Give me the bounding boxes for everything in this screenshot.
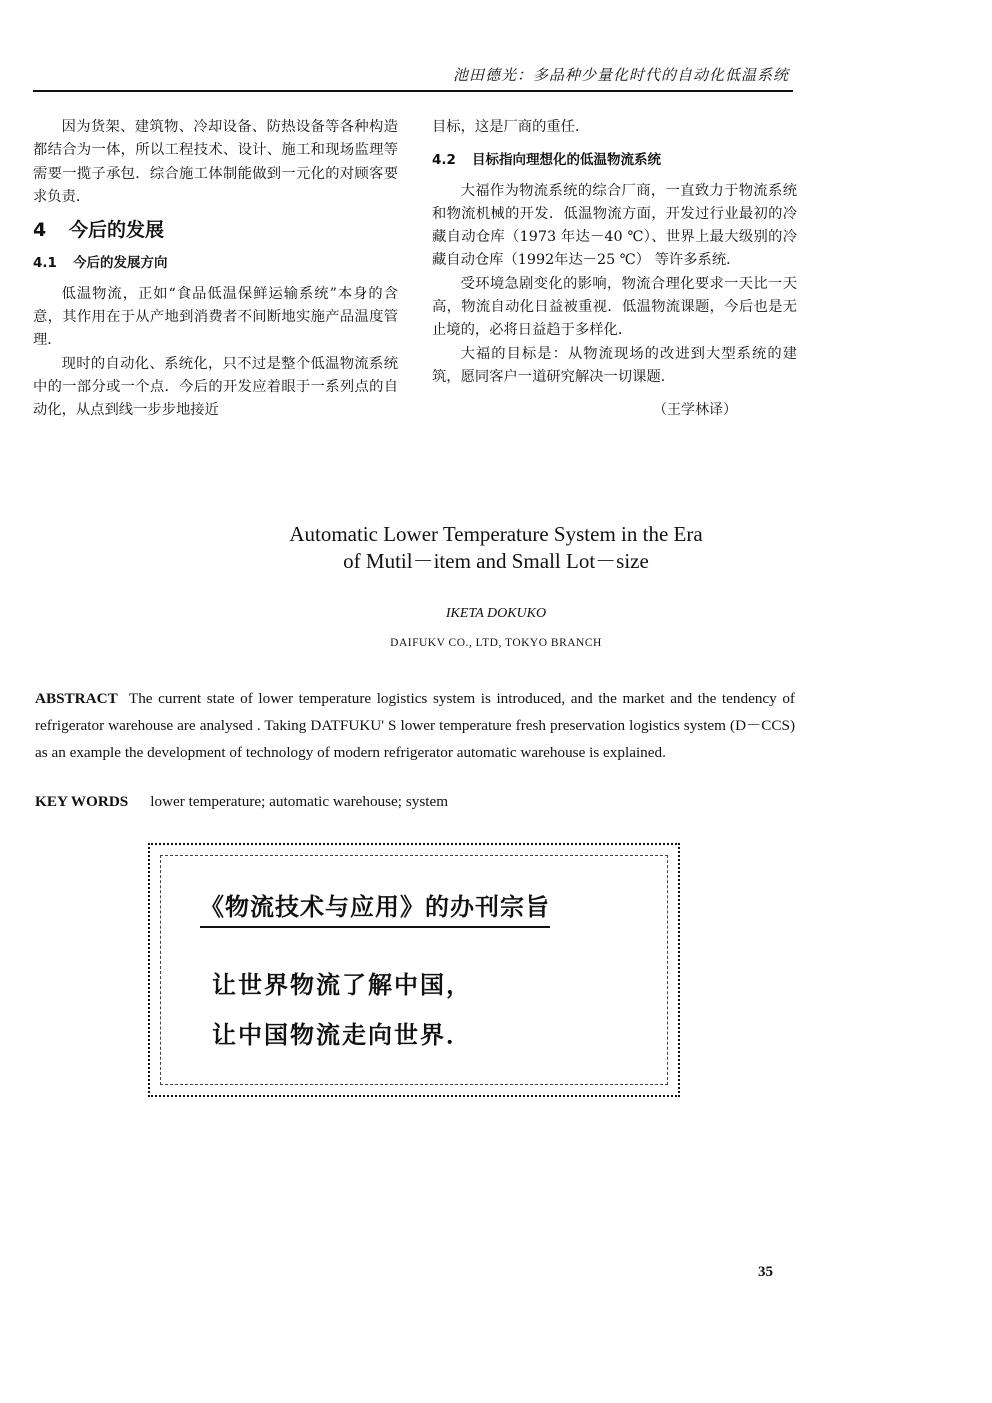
keywords [35, 793, 795, 811]
keywords-label: KEY WORDS [35, 793, 129, 810]
right-column [432, 116, 797, 423]
right-paragraph-1: 大福作为物流系统的综合厂商，一直致力于物流系统和物流机械的开发．低温物流方面，开发过行业最初的冷藏自动仓库（1973 年达－40 ℃）、世界上最大级别的冷藏自动仓库（1992年达－25 ℃） 等许多系统． [432, 182, 797, 269]
left-paragraph-2: 低温物流，正如“食品低温保鲜运输系统”本身的含意，其作用在于从产地到消费者不间断地实施产品温度管理． [33, 285, 398, 349]
motto-box-title: 《物流技术与应用》的办刊宗旨 [200, 887, 550, 928]
motto-box [148, 843, 680, 1097]
motto-line-2: 让中国物流走向世界． [212, 1021, 472, 1049]
keywords-text: lower temperature; automatic warehouse; system [150, 793, 449, 810]
left-paragraph-1: 因为货架、建筑物、冷却设备、防热设备等各种构造都结合为一体，所以工程技术、设计、施工和现场监理等需要一揽子承包．综合施工体制能做到一元化的对顾客要求负责． [33, 119, 398, 205]
translator-credit: （王学林译） [653, 402, 737, 419]
english-author: IKETA DOKUKO [445, 606, 547, 621]
english-affiliation: DAIFUKV CO., LTD, TOKYO BRANCH [390, 637, 602, 649]
left-paragraph-3: 现时的自动化、系统化，只不过是整个低温物流系统中的一部分或一个点．今后的开发应着眼于一系列点的自动化，从点到线一步步地接近 [33, 355, 398, 419]
right-paragraph-2: 受环境急剧变化的影响，物流合理化要求一天比一天高，物流自动化日益被重视．低温物流课题，今后也是无止境的，必将日益趋于多样化． [432, 275, 797, 339]
section-4-number: 4 [33, 219, 47, 242]
subsection-4-1-title: 今后的发展方向 [73, 255, 168, 272]
right-paragraph-0: 目标，这是厂商的重任． [432, 119, 590, 135]
page-number: 35 [758, 1264, 773, 1280]
running-header [33, 60, 793, 92]
left-column [33, 116, 398, 423]
english-title-line-2: of Mutil－item and Small Lot－size [343, 549, 649, 573]
abstract-label: ABSTRACT [35, 690, 118, 707]
section-4-heading [33, 219, 398, 242]
running-header-title: 池田德光：多品种少量化时代的自动化低温系统 [452, 66, 789, 84]
section-4-title: 今后的发展 [69, 219, 165, 242]
right-paragraph-3: 大福的目标是：从物流现场的改进到大型系统的建筑，愿同客户一道研究解决一切课题． [432, 345, 797, 385]
abstract-text: The current state of lower temperature logistics system is introduced, and the market and the tendency of refrigerator warehouse are analysed . Taking DATFUKU' S lower temperature fresh preservation logistics system (D－CCS) as an example the development of technology of modern refrigerator automatic warehouse is explained. [35, 690, 795, 761]
english-title-line-1: Automatic Lower Temperature System in the Era [289, 522, 703, 546]
english-title [0, 521, 992, 575]
subsection-4-2-heading [432, 149, 797, 172]
subsection-4-2-number: 4.2 [432, 152, 456, 169]
subsection-4-2-title: 目标指向理想化的低温物流系统 [472, 152, 661, 169]
subsection-4-1-number: 4.1 [33, 255, 57, 272]
motto-line-1: 让世界物流了解中国， [212, 971, 472, 999]
abstract [35, 685, 795, 766]
subsection-4-1-heading [33, 252, 398, 275]
